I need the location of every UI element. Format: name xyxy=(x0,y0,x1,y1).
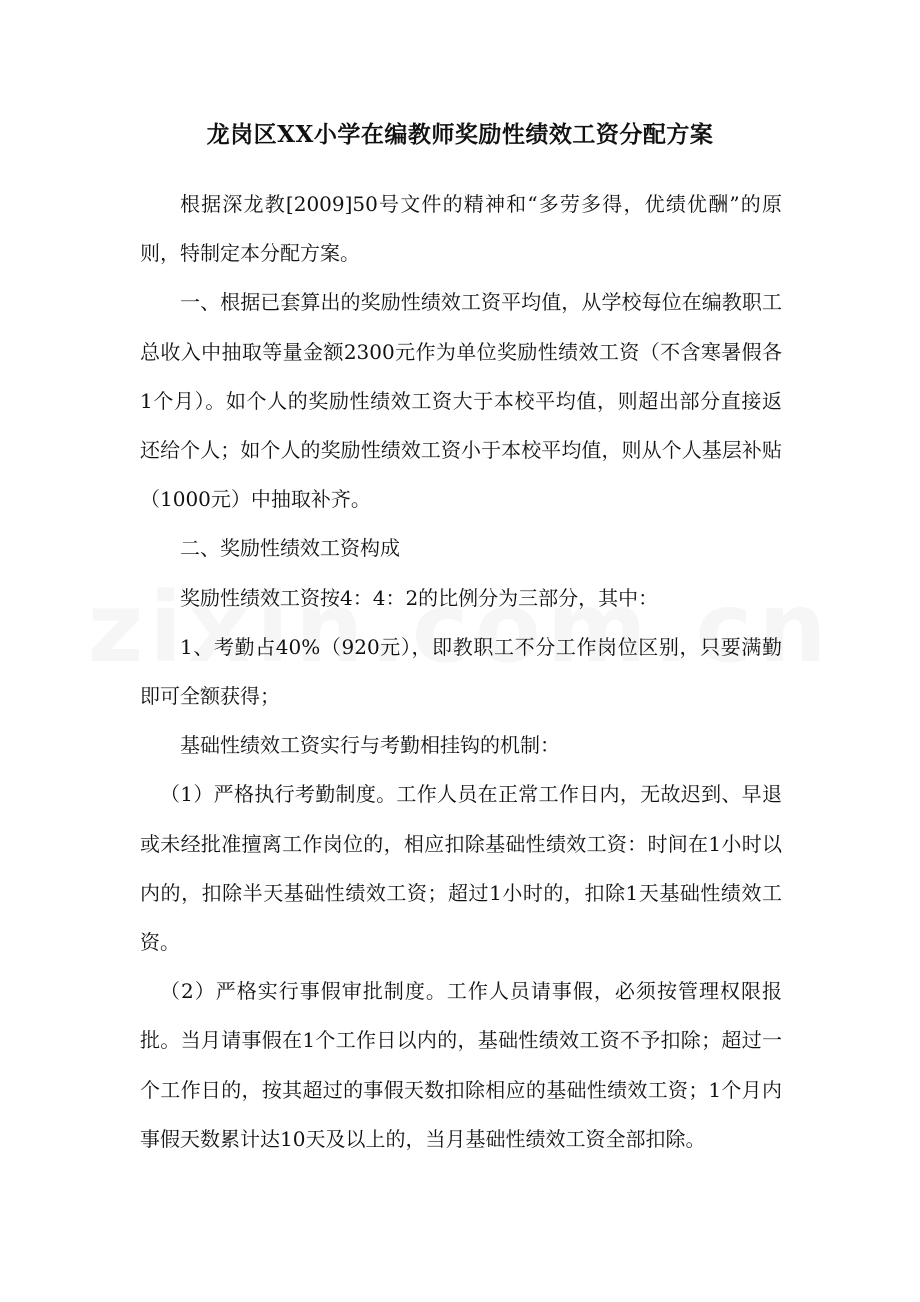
paragraph-attendance: 1、考勤占40%（920元），即教职工不分工作岗位区别，只要满勤即可全额获得； xyxy=(140,634,782,709)
paragraph-section-1: 一、根据已套算出的奖励性绩效工资平均值，从学校每位在编教职工总收入中抽取等量金额2300元作为单位奖励性绩效工资（不含寒暑假各1个月）。如个人的奖励性绩效工资大于本校平均值，则超出部分直接返还给个人；如个人的奖励性绩效工资小于本校平均值，则从个人基层补贴（1000元）中抽取补齐。 xyxy=(140,290,782,512)
document-title: 龙岗区XX小学在编教师奖励性绩效工资分配方案 xyxy=(206,121,714,148)
paragraph-ratio: 奖励性绩效工资按4：4：2的比例分为三部分，其中： xyxy=(180,585,659,610)
paragraph-item-2: （2）严格实行事假审批制度。工作人员请事假，必须按管理权限报批。当月请事假在1个工作日以内的，基础性绩效工资不予扣除；超过一个工作日的，按其超过的事假天数扣除相应的基础性绩效工资；1个月内事假天数累计达10天及以上的，当月基础性绩效工资全部扣除。 xyxy=(140,979,782,1151)
paragraph-mechanism: 基础性绩效工资实行与考勤相挂钩的机制： xyxy=(180,733,560,758)
document-body xyxy=(140,180,782,1164)
paragraph-item-1: （1）严格执行考勤制度。工作人员在正常工作日内，无故迟到、早退或未经批准擅离工作岗位的，相应扣除基础性绩效工资：时间在1小时以内的，扣除半天基础性绩效工资；超过1小时的，扣除1天基础性绩效工资。 xyxy=(140,782,782,955)
paragraph-intro: 根据深龙教[2009]50号文件的精神和“多劳多得，优绩优酬”的原则，特制定本分配方案。 xyxy=(140,192,782,266)
paragraph-section-2-heading: 二、奖励性绩效工资构成 xyxy=(180,536,400,561)
